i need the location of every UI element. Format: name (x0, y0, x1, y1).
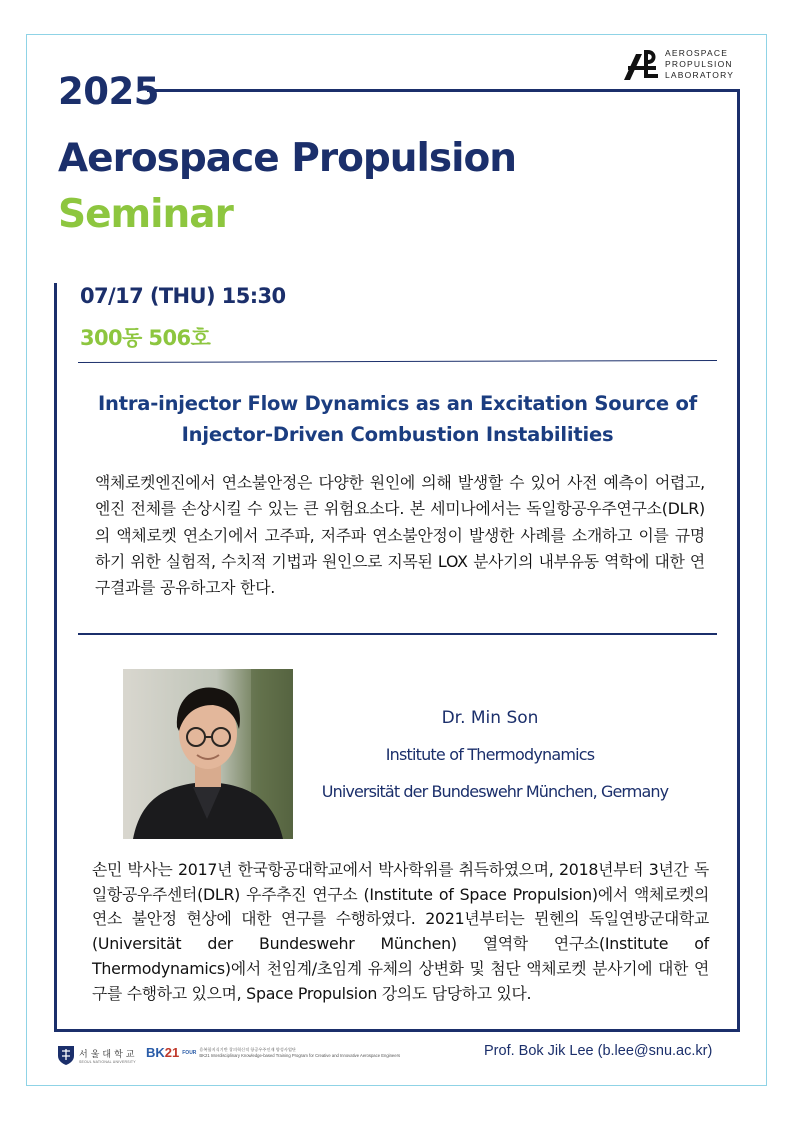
apl-logo-icon (622, 46, 660, 82)
snu-logo (57, 1045, 137, 1065)
frame-top-line (147, 89, 740, 92)
bk21-line-1: 융복합지식기반 창의혁신적 항공우주인재 양성사업단 (199, 1047, 296, 1052)
logo-line-1: AEROSPACE (665, 47, 729, 58)
frame-right-line (737, 89, 740, 1032)
snu-name: 서울대학교 (79, 1049, 138, 1060)
frame-bottom-line (54, 1029, 740, 1032)
talk-title-line-1: Intra-injector Flow Dynamics as an Excitation Source of (97, 392, 698, 415)
bk21-letters: BK (146, 1045, 165, 1060)
speaker-bio: 손민 박사는 2017년 한국항공대학교에서 박사학위를 취득하였으며, 2018년부터 3년간 독일항공우주센터(DLR) 우주추진 연구소 (Institute of Space Propulsion)에서 액체로켓의 연소 불안정 현상에 대한 연구를 수행하였다. 2021년부터는 뮌헨의 독일연방군대학교(Universität der Bundeswehr München) 열역학 연구소(Institute of Thermodynamics)에서 천임계/초임계 유체의 상변화 및 첨단 액체로켓 분사기에 대한 연구를 수행하고 있으며, Space Propulsion 강의도 담당하고 있다. (92, 860, 709, 1003)
bk21-line-2: BK21 Interdisciplinary Knowledge-based Training Program for Creative and Innovative Aerospace Engineers (199, 1052, 401, 1058)
frame-left-line (54, 283, 57, 1032)
lab-logo (622, 46, 734, 82)
bk21-mark (146, 1045, 179, 1060)
divider-middle (78, 633, 717, 635)
logo-line-2: PROPULSION (665, 58, 733, 69)
event-location: 300동 506호 (80, 326, 211, 350)
speaker-institute: Institute of Thermodynamics (385, 745, 595, 764)
logo-line-3: LABORATORY (665, 69, 735, 80)
seminar-title-line-1: Aerospace Propulsion (58, 136, 517, 181)
talk-abstract: 액체로켓엔진에서 연소불안정은 다양한 원인에 의해 발생할 수 있어 사전 예측이 어렵고, 엔진 전체를 손상시킬 수 있는 큰 위험요소다. 본 세미나에서는 독일항공우주연구소(DLR)의 액체로켓 연소기에서 고주파, 저주파 연소불안정이 발생한 사례를 소개하고 이를 규명하기 위한 실험적, 수치적 기법과 원인으로 지목된 LOX 분사기의 내부유동 역학에 대한 연구결과를 공유하고자 한다. (95, 473, 705, 598)
bk21-number: 21 (164, 1045, 180, 1060)
snu-emblem-icon (57, 1045, 75, 1065)
snu-sub: SEOUL NATIONAL UNIVERSITY (79, 1059, 136, 1064)
event-datetime: 07/17 (THU) 15:30 (80, 284, 286, 308)
speaker-name: Dr. Min Son (441, 708, 539, 728)
talk-title-line-2: Injector-Driven Combustion Instabilities (181, 423, 614, 446)
bk21-four: FOUR (182, 1049, 197, 1056)
talk-title (78, 388, 717, 450)
seminar-title-line-2: Seminar (58, 192, 233, 237)
bk21-logo (146, 1045, 400, 1060)
speaker-university: Universität der Bundeswehr München, Germany (321, 782, 669, 801)
speaker-portrait (123, 669, 293, 839)
seminar-year: 2025 (58, 70, 159, 113)
contact-info: Prof. Bok Jik Lee (b.lee@snu.ac.kr) (484, 1043, 713, 1059)
